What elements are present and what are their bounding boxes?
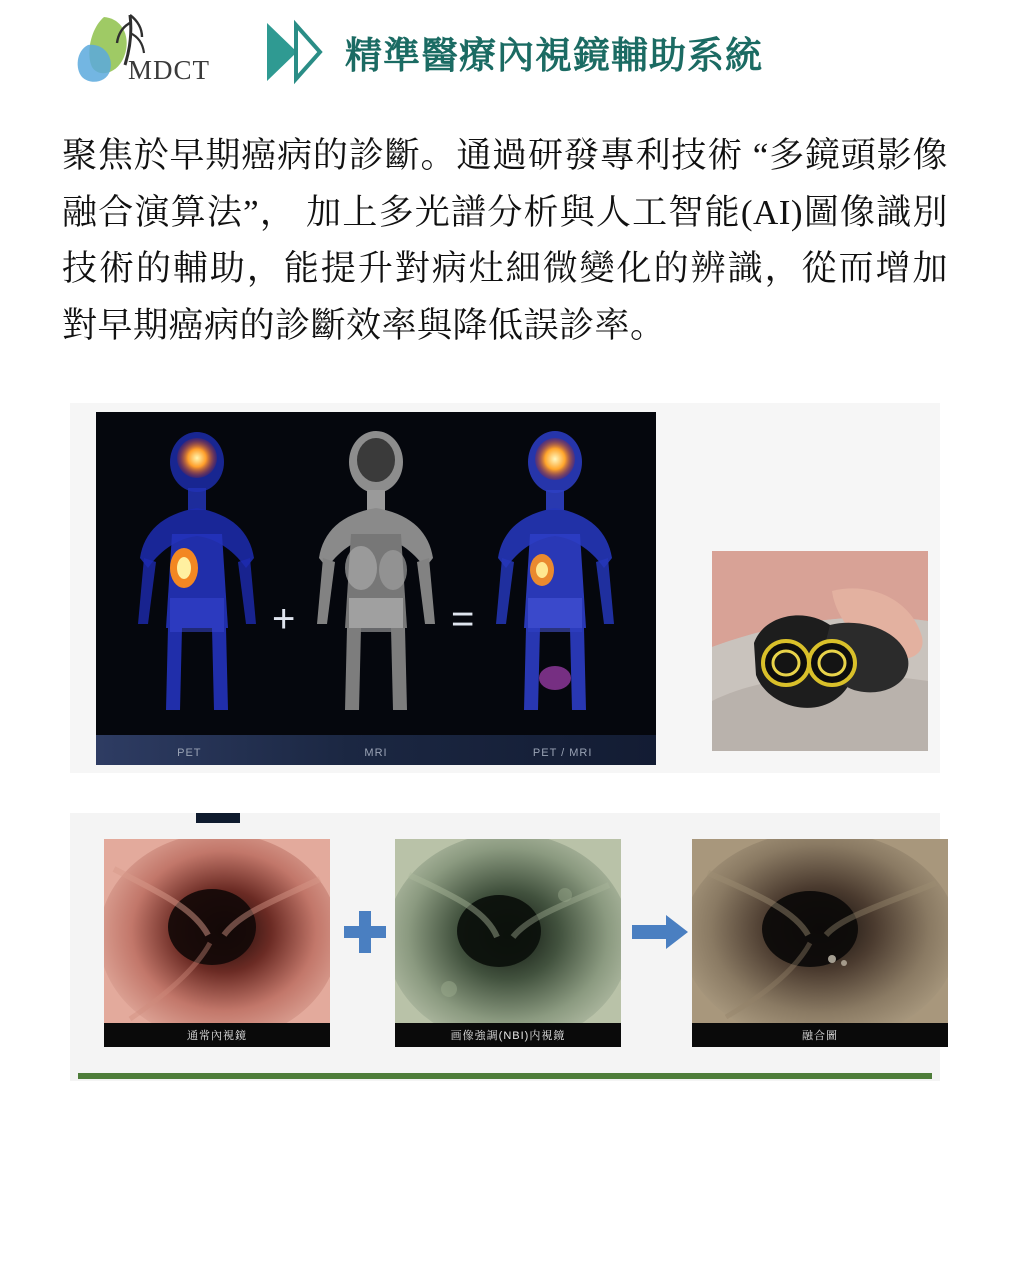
- pet-mri-fusion-image: [480, 428, 630, 728]
- scan-label-petmri: PET / MRI: [532, 746, 593, 759]
- plus-operator: +: [272, 596, 296, 641]
- plus-icon: [342, 909, 388, 955]
- chevron-right-icon: [259, 19, 329, 85]
- mdct-logo: [70, 9, 245, 95]
- endoscopy-fusion-image: [692, 839, 948, 1047]
- endoscopy-caption-fusion: 融合圖: [692, 1023, 948, 1047]
- equals-operator: =: [451, 596, 475, 641]
- mri-scan-image: [301, 428, 451, 728]
- figure-pet-mri-fusion: [70, 403, 940, 773]
- pet-mri-panel: [96, 412, 656, 765]
- intro-paragraph: 聚焦於早期癌病的診斷。通過研發專利技術 “多鏡頭影像融合演算法”， 加上多光譜分析與人工智能(AI)圖像識別技術的輔助，能提升對病灶細微變化的辨識，從而增加對早期癌病的診斷效率與降低誤診率。: [62, 136, 948, 346]
- figure-endoscopy-fusion: [70, 813, 940, 1081]
- scan-label-row: [96, 747, 656, 759]
- endoscopy-nbi-image: [395, 839, 621, 1047]
- endoscopy-caption-white-light: 通常內視鏡: [104, 1023, 330, 1047]
- scan-label-pet: PET: [177, 746, 202, 759]
- green-accent-bar: [78, 1073, 932, 1079]
- page-title: 精準醫療內視鏡輔助系統: [345, 35, 763, 76]
- page-header: [0, 0, 1010, 96]
- endoscopy-white-light-image: [104, 839, 330, 1047]
- endoscopy-caption-nbi: 画像強調(NBI)内視鏡: [395, 1023, 621, 1047]
- svg-text:MDCT: MDCT: [128, 55, 211, 85]
- arrow-right-icon: [632, 915, 688, 949]
- endoscope-probe-photo: [712, 551, 928, 751]
- panel-tab-notch: [196, 813, 240, 823]
- pet-scan-image: [122, 428, 272, 728]
- scan-label-mri: MRI: [364, 746, 388, 759]
